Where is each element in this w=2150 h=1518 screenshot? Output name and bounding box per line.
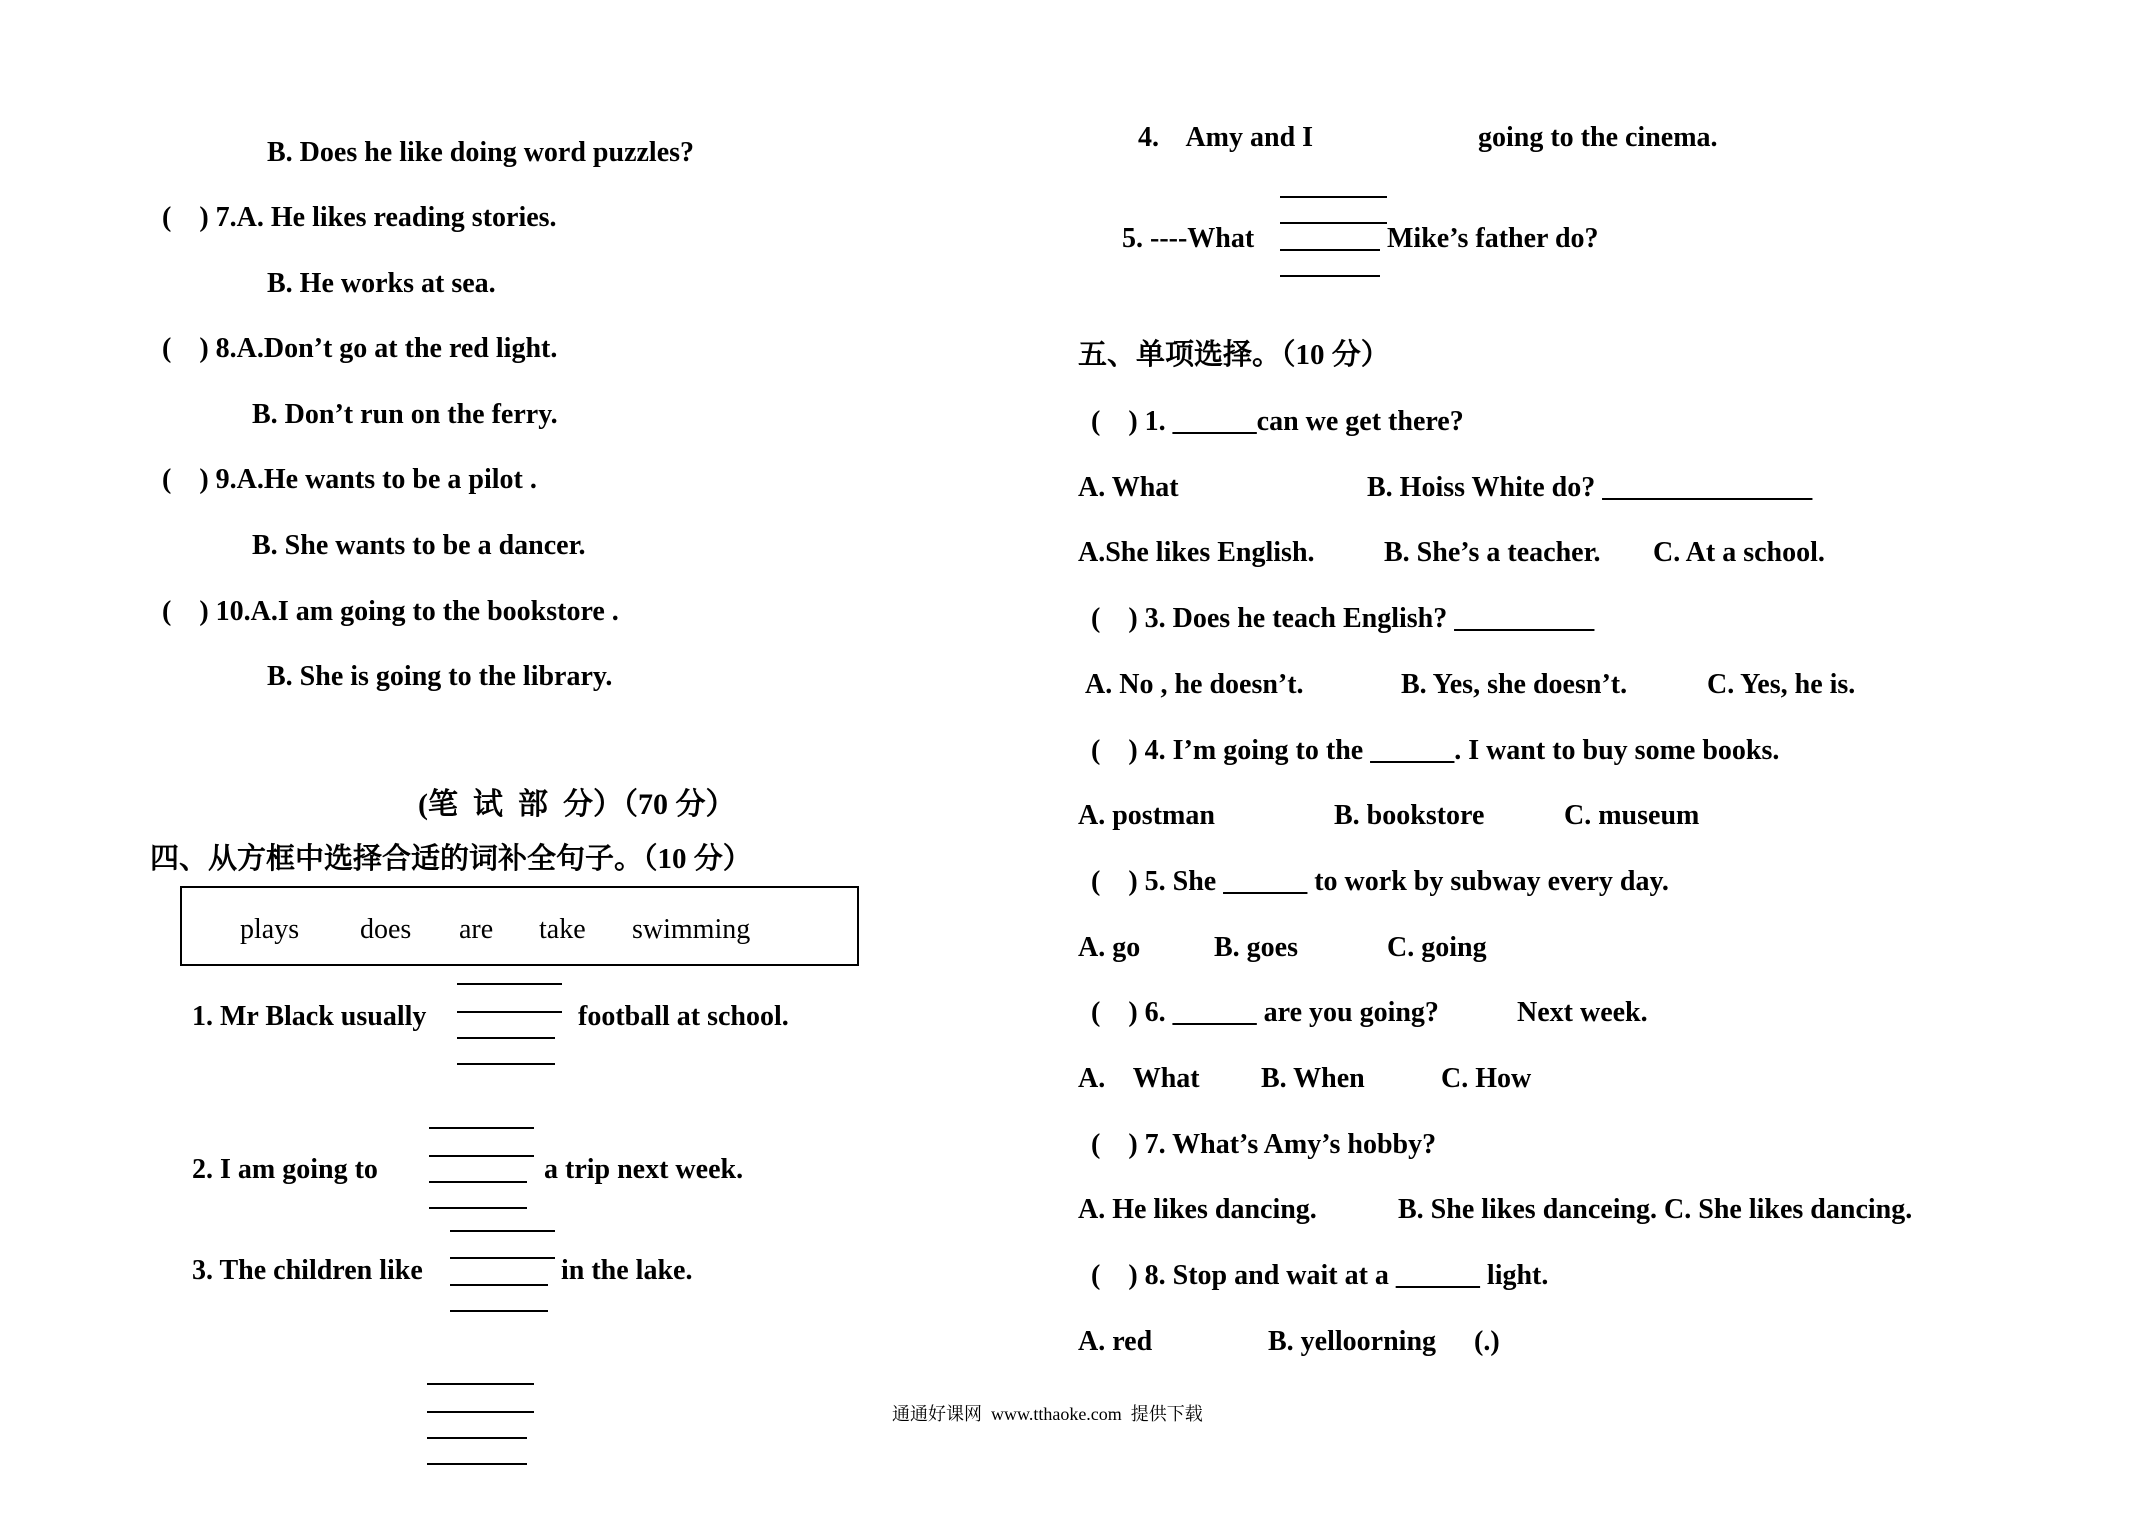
- section-5-title: 五、单项选择。（10 分）: [1078, 339, 1390, 371]
- answer-blank-line: [457, 983, 562, 985]
- word-bank-item: does: [360, 914, 412, 945]
- section-5-question-1: ( ) 1. ______can we get there?: [1091, 406, 1464, 437]
- answer-blank-line: [457, 1063, 555, 1065]
- section-5-option: A. He likes dancing.: [1078, 1194, 1317, 1225]
- listening-q9-option-b: B. She wants to be a dancer.: [252, 530, 586, 561]
- word-bank-item: are: [459, 914, 494, 945]
- section-4-question-2-start: 2. I am going to: [192, 1154, 378, 1185]
- listening-q10-option-a: ( ) 10.A.I am going to the bookstore .: [162, 596, 619, 627]
- section-5-option: A.She likes English.: [1078, 537, 1315, 568]
- section-4-question-1-start: 1. Mr Black usually: [192, 1001, 427, 1032]
- section-5-question-3: ( ) 3. Does he teach English? __________: [1091, 603, 1595, 634]
- section-4-title: 四、从方框中选择合适的词补全句子。（10 分）: [150, 843, 752, 875]
- section-5-option: A. What: [1078, 1063, 1200, 1094]
- section-5-option: B. goes: [1214, 932, 1298, 963]
- section-5-option: A. No , he doesn’t.: [1085, 669, 1304, 700]
- answer-blank-line: [450, 1230, 555, 1232]
- answer-blank-line: [427, 1463, 527, 1465]
- section-5-option: B. Yes, she doesn’t.: [1401, 669, 1628, 700]
- answer-blank-line: [1280, 222, 1387, 224]
- word-bank-item: swimming: [632, 914, 751, 945]
- section-5-option: (.): [1474, 1326, 1500, 1357]
- section-5-question-4: ( ) 4. I’m going to the ______. I want to buy some books.: [1091, 735, 1780, 766]
- section-5-option: B. yelloorning: [1268, 1326, 1437, 1357]
- section-5-option: B. She’s a teacher.: [1384, 537, 1601, 568]
- section-5-option: A. What: [1078, 472, 1179, 503]
- section-5-option: A. postman: [1078, 800, 1215, 831]
- section-5-option: B. bookstore: [1334, 800, 1485, 831]
- answer-blank-line: [450, 1310, 548, 1312]
- word-bank-item: plays: [240, 914, 300, 945]
- answer-blank-line: [1280, 196, 1387, 198]
- listening-q9-option-a: ( ) 9.A.He wants to be a pilot .: [162, 464, 537, 495]
- listening-q6-option-b: B. Does he like doing word puzzles?: [267, 137, 695, 168]
- section-5-option: C. Yes, he is.: [1707, 669, 1856, 700]
- listening-q8-option-b: B. Don’t run on the ferry.: [252, 399, 558, 430]
- answer-blank-line: [429, 1181, 527, 1183]
- section-4-question-3-end: in the lake.: [561, 1255, 693, 1286]
- answer-blank-line: [450, 1257, 555, 1259]
- answer-blank-line: [1280, 249, 1380, 251]
- section-5-question-8: ( ) 8. Stop and wait at a ______ light.: [1091, 1260, 1549, 1291]
- answer-blank-line: [429, 1207, 527, 1209]
- answer-blank-line: [429, 1127, 534, 1129]
- section-5-option: B. When: [1261, 1063, 1365, 1094]
- section-5-option: C. going: [1387, 932, 1487, 963]
- section-4-question-5-start: 5. ----What: [1122, 223, 1255, 254]
- section-5-question-6: ( ) 6. ______ are you going?: [1091, 997, 1439, 1028]
- section-4-question-4-start: 4. Amy and I: [1138, 122, 1314, 153]
- listening-q8-option-a: ( ) 8.A.Don’t go at the red light.: [162, 333, 558, 364]
- section-5-option: C. museum: [1564, 800, 1700, 831]
- section-4-question-4-end: going to the cinema.: [1478, 122, 1718, 153]
- word-bank-item: take: [539, 914, 586, 945]
- section-5-question-7: ( ) 7. What’s Amy’s hobby?: [1091, 1129, 1437, 1160]
- page-footer: 通通好课网 www.tthaoke.com 提供下载: [892, 1404, 1203, 1424]
- section-5-option: B. She likes danceing. C. She likes dancing.: [1398, 1194, 1913, 1225]
- section-5-option: A. red: [1078, 1326, 1153, 1357]
- section-4-question-2-end: a trip next week.: [544, 1154, 744, 1185]
- section-5-option: C. At a school.: [1653, 537, 1825, 568]
- answer-blank-line: [450, 1284, 548, 1286]
- section-5-question-5: ( ) 5. She ______ to work by subway every day.: [1091, 866, 1669, 897]
- section-4-question-3-start: 3. The children like: [192, 1255, 423, 1286]
- listening-q10-option-b: B. She is going to the library.: [267, 661, 613, 692]
- section-4-question-5-end: Mike’s father do?: [1387, 223, 1599, 254]
- answer-blank-line: [429, 1155, 534, 1157]
- answer-blank-line: [457, 1011, 562, 1013]
- section-5-question-6-answer: Next week.: [1517, 997, 1648, 1028]
- answer-blank-line: [1280, 275, 1380, 277]
- section-5-question-2: B. Hoiss White do? _______________: [1367, 472, 1813, 503]
- section-5-option: C. How: [1441, 1063, 1532, 1094]
- written-part-title: (笔 试 部 分）（70 分）: [418, 788, 736, 821]
- answer-blank-line: [427, 1411, 534, 1413]
- listening-q7-option-a: ( ) 7.A. He likes reading stories.: [162, 202, 557, 233]
- section-5-option: A. go: [1078, 932, 1141, 963]
- section-4-question-1-end: football at school.: [578, 1001, 789, 1032]
- answer-blank-line: [457, 1037, 555, 1039]
- listening-q7-option-b: B. He works at sea.: [267, 268, 496, 299]
- answer-blank-line: [427, 1383, 534, 1385]
- answer-blank-line: [427, 1437, 527, 1439]
